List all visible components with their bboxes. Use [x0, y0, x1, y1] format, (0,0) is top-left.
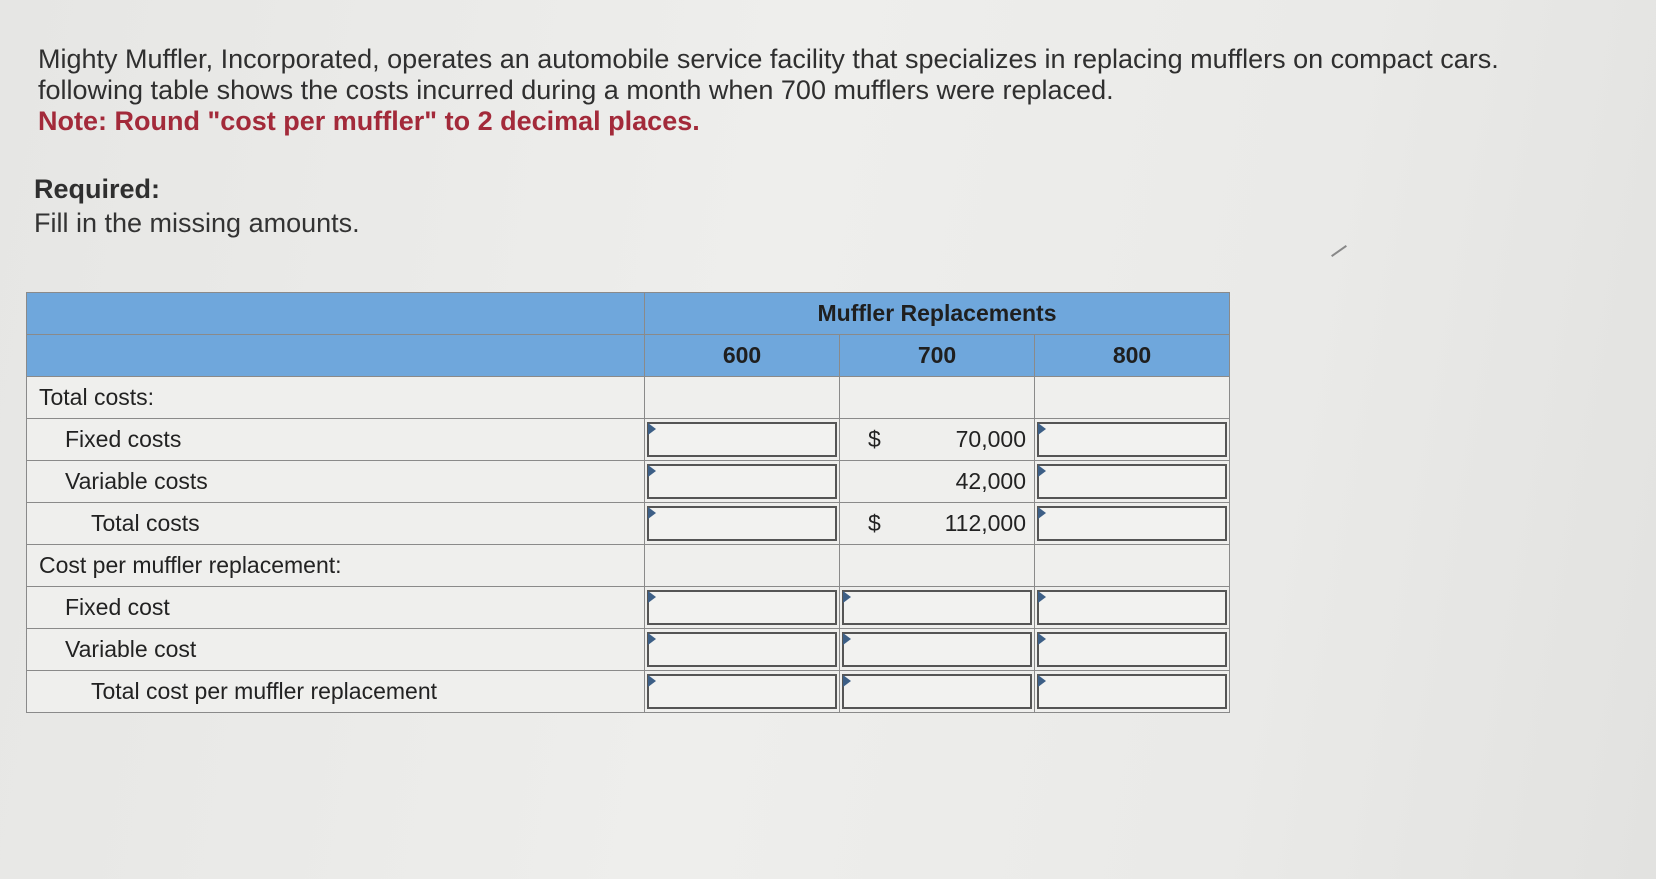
given-value-cell [840, 419, 1035, 461]
header-blank-cell-2 [27, 335, 645, 377]
table-row [27, 377, 1230, 419]
answer-input-field[interactable] [842, 674, 1032, 709]
required-section [34, 172, 360, 240]
answer-input-field[interactable] [1037, 506, 1227, 541]
answer-input-field[interactable] [647, 464, 837, 499]
problem-line-1: Mighty Muffler, Incorporated, operates an automobile service facility that specializes in replacing mufflers on compact cars. [38, 44, 1499, 74]
row-label: Cost per muffler replacement: [27, 545, 645, 587]
column-header-600: 600 [645, 335, 840, 377]
empty-cell [645, 545, 840, 587]
given-value-cell [840, 503, 1035, 545]
empty-cell [840, 377, 1035, 419]
table-row [27, 503, 1230, 545]
answer-input-field[interactable] [842, 632, 1032, 667]
answer-input-field[interactable] [647, 506, 837, 541]
answer-input-cell[interactable] [645, 629, 840, 671]
currency-symbol: $ [868, 426, 881, 452]
given-value-cell [840, 461, 1035, 503]
answer-input-cell[interactable] [645, 461, 840, 503]
table-row [27, 461, 1230, 503]
table-row [27, 419, 1230, 461]
required-instruction: Fill in the missing amounts. [34, 208, 360, 238]
row-label: Total costs: [27, 377, 645, 419]
answer-input-field[interactable] [647, 590, 837, 625]
answer-input-cell[interactable] [1035, 503, 1230, 545]
answer-input-field[interactable] [842, 590, 1032, 625]
table-row [27, 629, 1230, 671]
currency-symbol: $ [868, 510, 881, 536]
empty-cell [840, 545, 1035, 587]
empty-cell [1035, 545, 1230, 587]
column-header-800: 800 [1035, 335, 1230, 377]
given-value: 70,000 [955, 426, 1026, 452]
row-label: Total cost per muffler replacement [27, 671, 645, 713]
given-value: 112,000 [944, 510, 1026, 536]
header-blank-cell [27, 293, 645, 335]
answer-input-cell[interactable] [645, 671, 840, 713]
required-heading: Required: [34, 174, 161, 204]
row-label: Fixed costs [27, 419, 645, 461]
answer-input-cell[interactable] [1035, 587, 1230, 629]
answer-input-field[interactable] [647, 422, 837, 457]
answer-input-cell[interactable] [645, 419, 840, 461]
answer-input-field[interactable] [1037, 590, 1227, 625]
answer-input-cell[interactable] [840, 587, 1035, 629]
answer-input-field[interactable] [647, 632, 837, 667]
answer-input-cell[interactable] [1035, 461, 1230, 503]
row-label: Variable costs [27, 461, 645, 503]
row-label: Variable cost [27, 629, 645, 671]
answer-input-cell[interactable] [840, 629, 1035, 671]
row-label: Total costs [27, 503, 645, 545]
answer-input-cell[interactable] [645, 503, 840, 545]
header-row-columns [27, 335, 1230, 377]
answer-input-field[interactable] [1037, 422, 1227, 457]
answer-input-cell[interactable] [1035, 419, 1230, 461]
answer-input-cell[interactable] [645, 587, 840, 629]
muffler-replacements-header: Muffler Replacements [645, 293, 1230, 335]
table-row [27, 671, 1230, 713]
header-row-group [27, 293, 1230, 335]
empty-cell [1035, 377, 1230, 419]
rounding-note: Note: Round "cost per muffler" to 2 decimal places. [38, 106, 700, 136]
answer-input-cell[interactable] [1035, 671, 1230, 713]
row-label: Fixed cost [27, 587, 645, 629]
table-row [27, 587, 1230, 629]
answer-input-cell[interactable] [1035, 629, 1230, 671]
problem-statement [38, 44, 1638, 137]
table-row [27, 545, 1230, 587]
answer-input-cell[interactable] [840, 671, 1035, 713]
answer-input-field[interactable] [647, 674, 837, 709]
empty-cell [645, 377, 840, 419]
column-header-700: 700 [840, 335, 1035, 377]
answer-input-field[interactable] [1037, 674, 1227, 709]
pen-mark [1331, 245, 1347, 257]
answer-input-field[interactable] [1037, 632, 1227, 667]
answer-input-field[interactable] [1037, 464, 1227, 499]
problem-line-2: following table shows the costs incurred during a month when 700 mufflers were replaced. [38, 75, 1114, 105]
given-value: 42,000 [955, 468, 1026, 494]
cost-table [26, 292, 1230, 713]
